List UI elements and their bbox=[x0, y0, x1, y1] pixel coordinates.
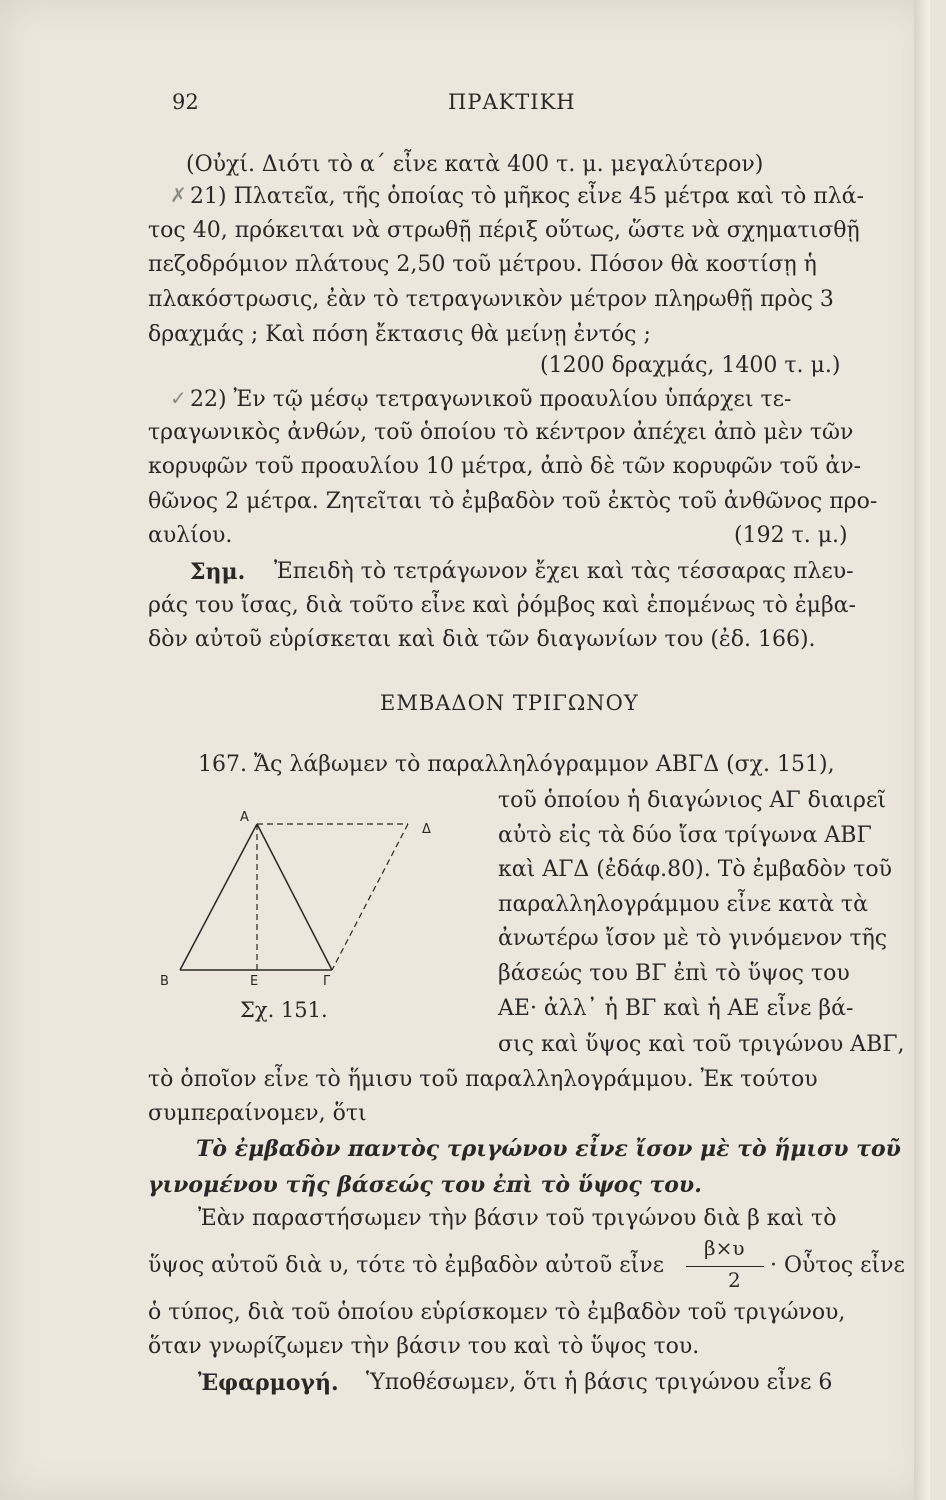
vertex-label-d: Δ bbox=[422, 822, 431, 837]
paragraph-167-line-1: 167. Ἄς λάβωμεν τὸ παραλληλόγραμμον ΑΒΓΔ (σχ. 151), bbox=[198, 752, 835, 777]
rule-line-2: γινομένου τῆς βάσεώς του ἐπὶ τὸ ὕψος του. bbox=[148, 1172, 702, 1198]
figure-151 bbox=[160, 808, 460, 1028]
paragraph-167-line-3: αὐτὸ εἰς τὰ δύο ἴσα τρίγωνα ΑΒΓ bbox=[498, 823, 872, 848]
text: 21) Πλατεῖα, τῆς ὁποίας τὸ μῆκος εἶνε 45 μέτρα καὶ τὸ πλά- bbox=[190, 184, 864, 209]
paragraph-167-line-11: συμπεραίνομεν, ὅτι bbox=[148, 1101, 367, 1126]
paragraph-167-line-2: τοῦ ὁποίου ἡ διαγώνιος ΑΓ διαιρεῖ bbox=[498, 788, 886, 813]
note-line-2: ράς του ἴσας, διὰ τοῦτο εἶνε καὶ ῥόμβος καὶ ἑπομένως τὸ ἐμβα- bbox=[148, 593, 856, 618]
formula-line-3: ὁ τύπος, διὰ τοῦ ὁποίου εὑρίσκομεν τὸ ἐμβαδὸν τοῦ τριγώνου, bbox=[148, 1300, 846, 1325]
exercise-21-line-5: δραχμάς ; Καὶ πόση ἔκτασις θὰ μείνῃ ἐντός ; bbox=[148, 322, 651, 347]
exercise-21-line-3: πεζοδρόμιον πλάτους 2,50 τοῦ μέτρου. Πόσον θὰ κοστίσῃ ἡ bbox=[148, 252, 817, 277]
formula-intro-line-1: Ἐὰν παραστήσωμεν τὴν βάσιν τοῦ τριγώνου διὰ β καὶ τὸ bbox=[198, 1206, 837, 1231]
note-line-1: Ἐπειδὴ τὸ τετράγωνον ἔχει καὶ τὰς τέσσαρας πλευ- bbox=[274, 559, 854, 584]
area-formula bbox=[686, 1236, 766, 1296]
figure-caption: Σχ. 151. bbox=[240, 998, 328, 1022]
exercise-22-line-4: θῶνος 2 μέτρα. Ζητεῖται τὸ ἐμβαδὸν τοῦ ἐκτὸς τοῦ ἀνθῶνος προ- bbox=[148, 489, 878, 514]
side-dg-dashed bbox=[332, 824, 408, 970]
exercise-22-answer: (192 τ. μ.) bbox=[734, 523, 848, 548]
vertex-label-g: Γ bbox=[323, 974, 331, 989]
pencil-check-icon: ✓ bbox=[170, 386, 187, 410]
section-title: ΕΜΒΑΔΟΝ ΤΡΙΓΩΝΟΥ bbox=[380, 691, 639, 715]
formula-outro: · Οὗτος εἶνε bbox=[770, 1253, 905, 1278]
diagonal-ag bbox=[257, 824, 332, 970]
paragraph-167-line-9: σις καὶ ὕψος καὶ τοῦ τριγώνου ΑΒΓ, bbox=[498, 1032, 905, 1057]
paragraph-167-line-4: καὶ ΑΓΔ (ἐδάφ.80). Τὸ ἐμβαδὸν τοῦ bbox=[498, 857, 892, 882]
answer-line-20: (Οὐχί. Διότι τὸ α΄ εἶνε κατὰ 400 τ. μ. μεγαλύτερον) bbox=[186, 152, 764, 177]
rule-line-1: Τὸ ἐμβαδὸν παντὸς τριγώνου εἶνε ἴσον μὲ τὸ ἥμισυ τοῦ bbox=[196, 1136, 901, 1162]
page-number: 92 bbox=[172, 90, 199, 114]
formula-denominator: 2 bbox=[728, 1268, 741, 1292]
exercise-21-answer: (1200 δραχμάς, 1400 τ. μ.) bbox=[540, 353, 841, 378]
exercise-22-line-5: αυλίου. bbox=[148, 523, 233, 548]
vertex-label-b: Β bbox=[160, 974, 169, 989]
paragraph-167-line-8: ΑΕ· ἀλλ᾽ ἡ ΒΓ καὶ ἡ ΑΕ εἶνε βά- bbox=[498, 996, 854, 1021]
formula-intro-line-2: ὕψος αὐτοῦ διὰ υ, τότε τὸ ἐμβαδὸν αὐτοῦ εἶνε bbox=[148, 1253, 665, 1278]
application-line-1: Ὑποθέσωμεν, ὅτι ἡ βάσις τριγώνου εἶνε 6 bbox=[366, 1370, 833, 1395]
parallelogram-diagram bbox=[160, 808, 460, 1028]
application-label: Ἐφαρμογή. bbox=[198, 1370, 339, 1396]
exercise-22-line-3: κορυφῶν τοῦ προαυλίου 10 μέτρα, ἀπὸ δὲ τῶν κορυφῶν τοῦ ἀν- bbox=[148, 454, 862, 479]
vertex-label-a: Α bbox=[240, 810, 249, 825]
exercise-21-line-4: πλακόστρωσις, ἐὰν τὸ τετραγωνικὸν μέτρον πληρωθῇ πρὸς 3 bbox=[148, 287, 834, 312]
vertex-label-e: Ε bbox=[250, 974, 259, 989]
pencil-mark-icon: ✗ bbox=[170, 183, 187, 207]
paragraph-167-line-10: τὸ ὁποῖον εἶνε τὸ ἥμισυ τοῦ παραλληλογράμμου. Ἐκ τούτου bbox=[148, 1067, 818, 1092]
paragraph-167-line-5: παραλληλογράμμου εἶνε κατὰ τὰ bbox=[498, 892, 868, 917]
paragraph-167-line-7: βάσεώς του ΒΓ ἐπὶ τὸ ὕψος του bbox=[498, 961, 850, 986]
note-line-3: δὸν αὐτοῦ εὑρίσκεται καὶ διὰ τῶν διαγωνίων του (ἐδ. 166). bbox=[148, 627, 816, 652]
formula-numerator: β×υ bbox=[704, 1236, 745, 1260]
exercise-22-line-2: τραγωνικὸς ἀνθών, τοῦ ὁποίου τὸ κέντρον ἀπέχει ἀπὸ μὲν τῶν bbox=[148, 420, 854, 445]
fraction-bar bbox=[686, 1266, 764, 1267]
exercise-21-line-2: τος 40, πρόκειται νὰ στρωθῇ πέριξ οὕτως, ὥστε νὰ σχηματισθῇ bbox=[148, 218, 860, 243]
paragraph-167-line-6: ἀνωτέρω ἴσον μὲ τὸ γινόμενον τῆς bbox=[498, 926, 888, 951]
exercise-21-line-1 bbox=[190, 182, 930, 212]
formula-line-4: ὅταν γνωρίζωμεν τὴν βάσιν του καὶ τὸ ὕψος του. bbox=[148, 1334, 700, 1359]
running-title: ΠΡΑΚΤΙΚΗ bbox=[448, 90, 576, 114]
exercise-22-line-1: 22) Ἐν τῷ μέσῳ τετραγωνικοῦ προαυλίου ὑπάρχει τε- bbox=[190, 387, 792, 412]
note-label: Σημ. bbox=[190, 559, 246, 585]
side-ab bbox=[180, 824, 257, 970]
